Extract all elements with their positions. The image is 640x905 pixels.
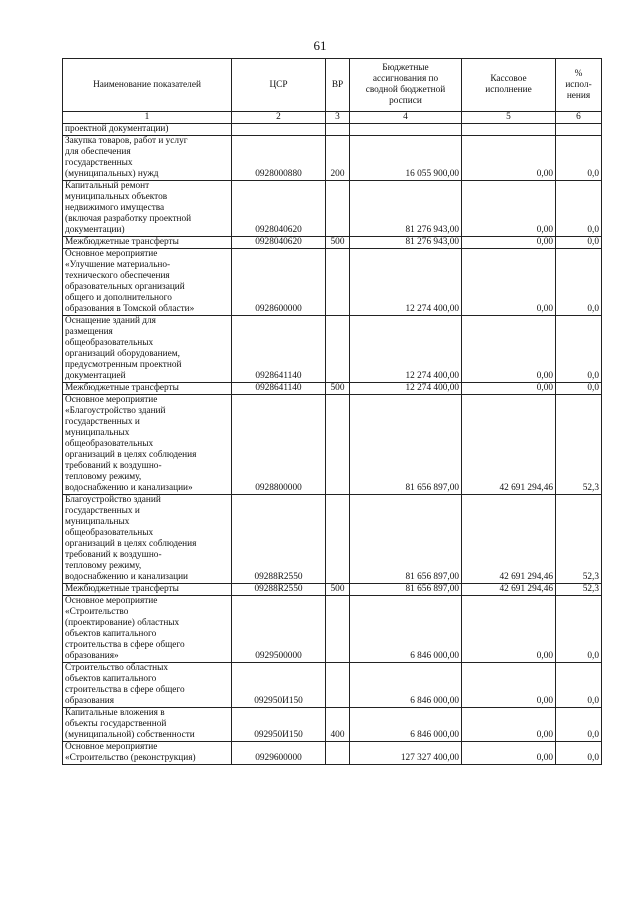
table-row — [63, 316, 602, 383]
row-execution-percent: 0,0 — [556, 708, 602, 742]
row-vr — [326, 124, 350, 136]
row-allocation: 81 656 897,00 — [350, 584, 462, 596]
budget-execution-table — [62, 58, 602, 765]
row-vr: 500 — [326, 584, 350, 596]
table-row — [63, 742, 602, 765]
row-execution-percent: 52,3 — [556, 395, 602, 495]
row-name: Оснащение зданий для размещения общеобразовательных организаций оборудованием, предусмотренным проектной документацией — [63, 316, 232, 383]
row-vr: 400 — [326, 708, 350, 742]
table-row — [63, 708, 602, 742]
row-cash-execution: 0,00 — [462, 249, 556, 316]
row-allocation: 81 276 943,00 — [350, 181, 462, 237]
column-header-execution-percent: % испол- нения — [556, 59, 602, 112]
row-execution-percent: 0,0 — [556, 181, 602, 237]
row-execution-percent — [556, 124, 602, 136]
column-number: 4 — [350, 112, 462, 124]
row-name: Основное мероприятие «Улучшение материально- технического обеспечения образовательных организаций общего и дополнительного образования в Томской области» — [63, 249, 232, 316]
row-csr: 09288R2550 — [232, 584, 326, 596]
row-csr: 0928800000 — [232, 395, 326, 495]
row-csr: 092950И150 — [232, 708, 326, 742]
table-row — [63, 124, 602, 136]
row-allocation: 16 055 900,00 — [350, 136, 462, 181]
row-vr: 200 — [326, 136, 350, 181]
row-cash-execution — [462, 124, 556, 136]
row-cash-execution: 0,00 — [462, 181, 556, 237]
row-vr — [326, 316, 350, 383]
row-name: Межбюджетные трансферты — [63, 383, 232, 395]
row-vr — [326, 663, 350, 708]
row-cash-execution: 42 691 294,46 — [462, 495, 556, 584]
row-csr: 0928641140 — [232, 316, 326, 383]
row-csr: 09288R2550 — [232, 495, 326, 584]
table-row — [63, 237, 602, 249]
row-vr — [326, 596, 350, 663]
row-name: Закупка товаров, работ и услуг для обеспечения государственных (муниципальных) нужд — [63, 136, 232, 181]
row-allocation: 6 846 000,00 — [350, 708, 462, 742]
row-execution-percent: 0,0 — [556, 742, 602, 765]
column-number: 3 — [326, 112, 350, 124]
row-name: Капитальные вложения в объекты государственной (муниципальной) собственности — [63, 708, 232, 742]
column-header-name: Наименование показателей — [63, 59, 232, 112]
row-execution-percent: 0,0 — [556, 663, 602, 708]
row-csr: 092950И150 — [232, 663, 326, 708]
row-allocation: 12 274 400,00 — [350, 383, 462, 395]
row-vr — [326, 395, 350, 495]
row-cash-execution: 0,00 — [462, 136, 556, 181]
row-execution-percent: 0,0 — [556, 316, 602, 383]
row-execution-percent: 0,0 — [556, 249, 602, 316]
page-number: 61 — [313, 38, 327, 53]
column-header-allocations: Бюджетные ассигнования по сводной бюджетной росписи — [350, 59, 462, 112]
row-cash-execution: 0,00 — [462, 742, 556, 765]
table-row — [63, 136, 602, 181]
row-name: Основное мероприятие «Благоустройство зданий государственных и муниципальных общеобразовательных организаций в целях соблюдения требований к воздушно- тепловому режиму, водоснабжению и канализации» — [63, 395, 232, 495]
row-allocation: 6 846 000,00 — [350, 596, 462, 663]
row-allocation: 81 656 897,00 — [350, 495, 462, 584]
row-csr: 0928000880 — [232, 136, 326, 181]
row-execution-percent: 0,0 — [556, 383, 602, 395]
row-name: Основное мероприятие «Строительство (проектирование) областных объектов капитального строительства в сфере общего образования» — [63, 596, 232, 663]
row-cash-execution: 0,00 — [462, 237, 556, 249]
row-allocation: 81 276 943,00 — [350, 237, 462, 249]
row-vr: 500 — [326, 383, 350, 395]
row-cash-execution: 0,00 — [462, 596, 556, 663]
row-name: проектной документации) — [63, 124, 232, 136]
row-cash-execution: 42 691 294,46 — [462, 584, 556, 596]
column-header-csr: ЦСР — [232, 59, 326, 112]
column-header-vr: ВР — [326, 59, 350, 112]
table-row — [63, 596, 602, 663]
row-vr: 500 — [326, 237, 350, 249]
table-row — [63, 383, 602, 395]
row-name: Межбюджетные трансферты — [63, 237, 232, 249]
row-name: Межбюджетные трансферты — [63, 584, 232, 596]
row-execution-percent: 0,0 — [556, 237, 602, 249]
row-csr — [232, 124, 326, 136]
row-execution-percent: 0,0 — [556, 136, 602, 181]
row-name: Благоустройство зданий государственных и муниципальных общеобразовательных организаций в целях соблюдения требований к воздушно- тепловому режиму, водоснабжению и канализации — [63, 495, 232, 584]
header-row — [63, 59, 602, 112]
column-number-row — [63, 112, 602, 124]
row-csr: 0929600000 — [232, 742, 326, 765]
row-allocation: 6 846 000,00 — [350, 663, 462, 708]
row-csr: 0928040620 — [232, 237, 326, 249]
table-row — [63, 395, 602, 495]
row-csr: 0929500000 — [232, 596, 326, 663]
row-cash-execution: 0,00 — [462, 316, 556, 383]
row-csr: 0928600000 — [232, 249, 326, 316]
row-allocation: 81 656 897,00 — [350, 395, 462, 495]
column-number: 6 — [556, 112, 602, 124]
row-cash-execution: 0,00 — [462, 663, 556, 708]
row-allocation: 12 274 400,00 — [350, 249, 462, 316]
table-row — [63, 495, 602, 584]
row-name: Строительство областных объектов капитального строительства в сфере общего образования — [63, 663, 232, 708]
row-allocation — [350, 124, 462, 136]
table-row — [63, 249, 602, 316]
row-csr: 0928040620 — [232, 181, 326, 237]
column-header-cash-execution: Кассовое исполнение — [462, 59, 556, 112]
row-allocation: 127 327 400,00 — [350, 742, 462, 765]
column-number: 5 — [462, 112, 556, 124]
row-execution-percent: 0,0 — [556, 596, 602, 663]
table-row — [63, 584, 602, 596]
row-name: Капитальный ремонт муниципальных объектов недвижимого имущества (включая разработку проектной документации) — [63, 181, 232, 237]
row-vr — [326, 742, 350, 765]
row-vr — [326, 181, 350, 237]
row-cash-execution: 42 691 294,46 — [462, 395, 556, 495]
column-number: 2 — [232, 112, 326, 124]
row-cash-execution: 0,00 — [462, 708, 556, 742]
table-row — [63, 663, 602, 708]
row-csr: 0928641140 — [232, 383, 326, 395]
row-cash-execution: 0,00 — [462, 383, 556, 395]
row-vr — [326, 249, 350, 316]
row-allocation: 12 274 400,00 — [350, 316, 462, 383]
row-execution-percent: 52,3 — [556, 584, 602, 596]
row-vr — [326, 495, 350, 584]
table-row — [63, 181, 602, 237]
column-number: 1 — [63, 112, 232, 124]
row-name: Основное мероприятие «Строительство (реконструкция) — [63, 742, 232, 765]
row-execution-percent: 52,3 — [556, 495, 602, 584]
